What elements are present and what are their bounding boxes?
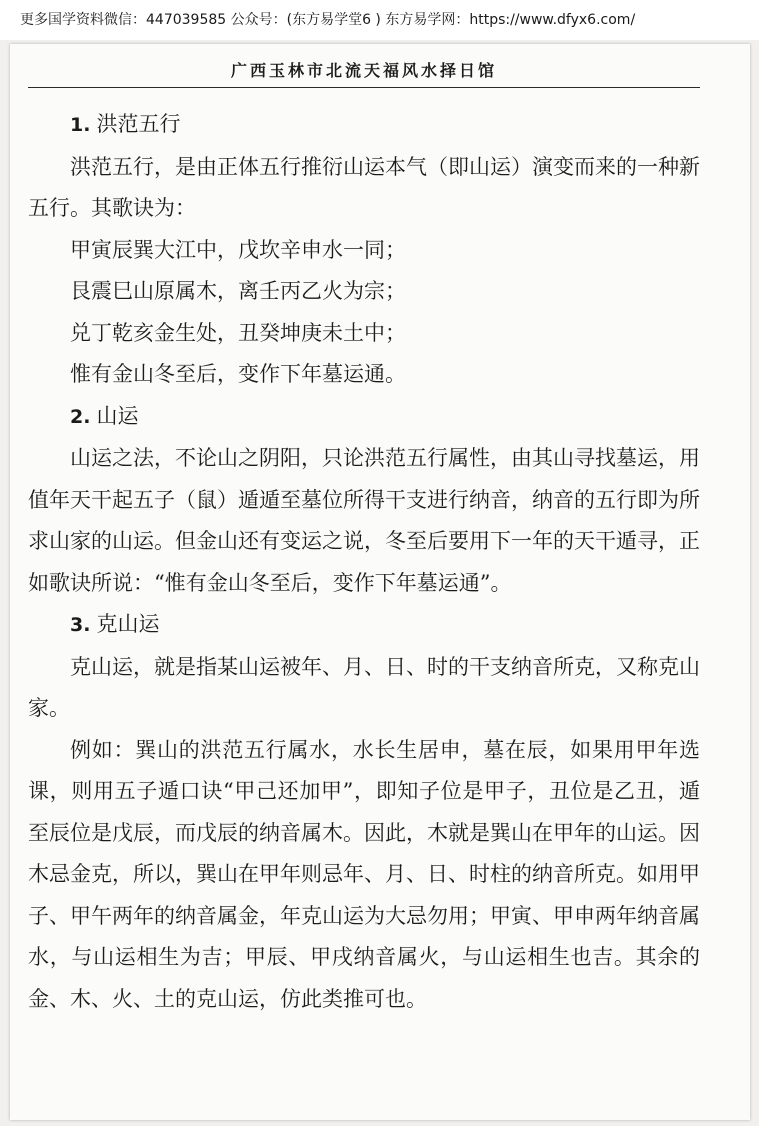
section-heading — [28, 104, 700, 147]
section-number: 2. — [70, 405, 91, 428]
paragraph: 例如：巽山的洪范五行属水，水长生居申，墓在辰，如果用甲年选课，则用五子遁口诀“甲己还加甲”，即知子位是甲子，丑位是乙丑，遁至辰位是戊辰，而戊辰的纳音属木。因此，木就是巽山在甲年的山运。因木忌金克，所以，巽山在甲年则忌年、月、日、时柱的纳音所克。如用甲子、甲午两年的纳音属金，年克山运为大忌勿用；甲寅、甲申两年纳音属水，与山运相生为吉；甲辰、甲戌纳音属火，与山运相生也吉。其余的金、木、火、土的克山运，仿此类推可也。 — [28, 737, 700, 1011]
section-title: 克山运 — [96, 612, 160, 636]
paragraph: 克山运，就是指某山运被年、月、日、时的干支纳音所克，又称克山家。 — [28, 654, 700, 720]
verse-line: 惟有金山冬至后，变作下年墓运通。 — [70, 362, 406, 386]
source-banner: 更多国学资料微信：447039585 公众号：(东方易学堂6 ) 东方易学网：https://www.dfyx6.com/ — [0, 0, 759, 40]
verse-line: 甲寅辰巽大江中，戊坎辛申水一同； — [70, 237, 406, 262]
section-title: 山运 — [96, 403, 139, 428]
verse-line: 艮震巳山原属木，离壬丙乙火为宗； — [70, 279, 406, 303]
section-number: 3. — [70, 614, 91, 636]
paragraph: 山运之法，不论山之阴阳，只论洪范五行属性，由其山寻找墓运，用值年天干起五子（鼠）遁遁至墓位所得干支进行纳音，纳音的五行即为所求山家的山运。但金山还有变运之说，冬至后要用下一年的天干遁寻，正如歌诀所说：“惟有金山冬至后，变作下年墓运通”。 — [28, 446, 700, 595]
running-header: 广西玉林市北流天福风水择日馆 — [28, 58, 700, 88]
section-title: 洪范五行 — [96, 112, 181, 136]
section-heading — [28, 396, 700, 439]
book-page — [10, 44, 750, 1120]
paragraph: 洪范五行，是由正体五行推衍山运本气（即山运）演变而来的一种新五行。其歌诀为： — [28, 154, 700, 220]
verse-line: 兑丁乾亥金生处，丑癸坤庚未土中； — [70, 320, 406, 345]
page-content — [28, 104, 700, 1020]
section-heading — [28, 604, 700, 647]
section-number: 1. — [70, 114, 91, 136]
